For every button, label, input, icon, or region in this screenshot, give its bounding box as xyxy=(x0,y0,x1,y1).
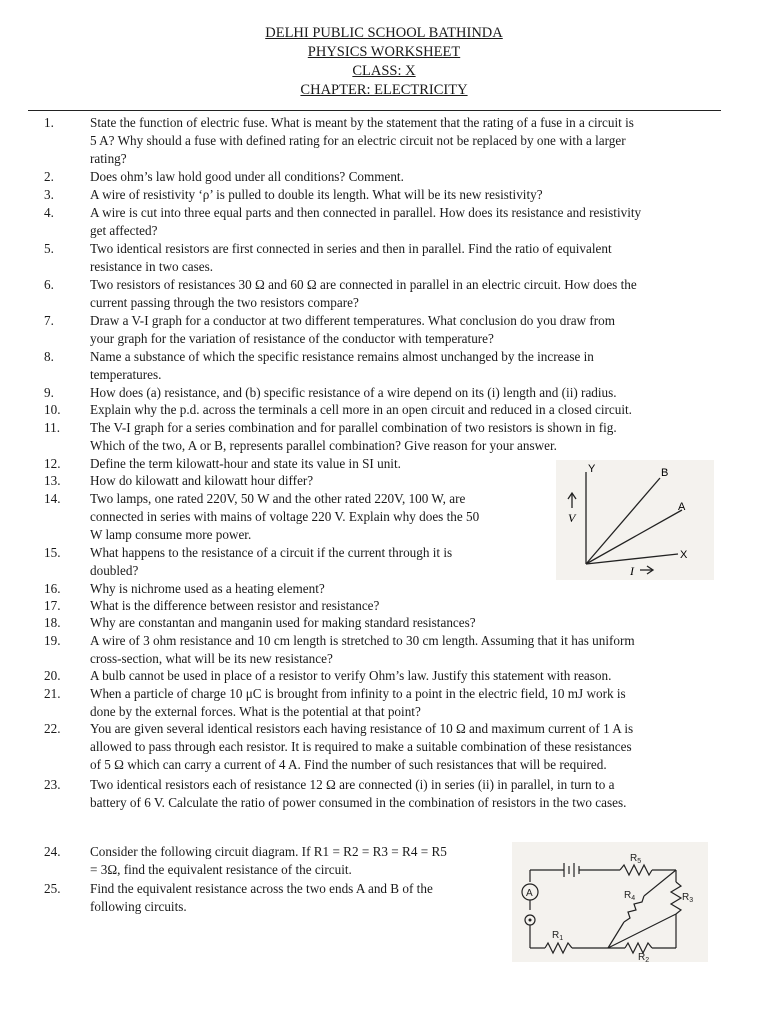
question-line: Draw a V-I graph for a conductor at two different temperatures. What conclusion do you draw from xyxy=(90,313,616,328)
question-line: A wire of 3 ohm resistance and 10 cm length is stretched to 30 cm length. Assuming that it has uniform xyxy=(90,633,635,648)
question-line: temperatures. xyxy=(90,367,162,382)
question-item xyxy=(44,419,724,455)
worksheet-header xyxy=(0,24,768,100)
question-item xyxy=(44,685,724,721)
question-line: The V-I graph for a series combination and for parallel combination of two resistors is shown in fig. xyxy=(90,420,617,435)
question-item xyxy=(44,597,724,615)
question-line: rating? xyxy=(90,151,127,166)
question-number: 10. xyxy=(44,402,61,417)
graph-y-label: Y xyxy=(588,463,596,475)
question-item xyxy=(44,168,724,186)
question-text xyxy=(90,348,730,384)
question-line: = 3Ω, find the equivalent resistance of the circuit. xyxy=(90,862,352,877)
question-number: 8. xyxy=(44,349,54,364)
question-item xyxy=(44,614,724,632)
question-text xyxy=(90,685,730,721)
question-number: 16. xyxy=(44,581,61,596)
question-item xyxy=(44,720,724,774)
class-label: CLASS: X xyxy=(352,63,416,79)
question-number: 6. xyxy=(44,277,54,292)
question-item xyxy=(44,401,724,419)
question-number: 19. xyxy=(44,633,61,648)
graph-i-label: I xyxy=(630,564,634,578)
question-line: get affected? xyxy=(90,223,158,238)
question-text xyxy=(90,580,730,598)
question-item xyxy=(44,240,724,276)
question-text xyxy=(90,114,730,168)
question-text xyxy=(90,419,730,455)
question-line: following circuits. xyxy=(90,899,187,914)
chapter-label: CHAPTER: ELECTRICITY xyxy=(300,82,468,98)
question-number: 23. xyxy=(44,777,61,792)
question-line: Consider the following circuit diagram. If R1 = R2 = R3 = R4 = R5 xyxy=(90,844,447,859)
question-item xyxy=(44,348,724,384)
question-text xyxy=(90,720,730,774)
question-line: Define the term kilowatt-hour and state its value in SI unit. xyxy=(90,456,401,471)
question-number: 13. xyxy=(44,473,61,488)
question-text xyxy=(90,312,730,348)
question-line: State the function of electric fuse. What is meant by the statement that the rating of a fuse in a circuit is xyxy=(90,115,634,130)
question-number: 18. xyxy=(44,615,61,630)
question-line: current passing through the two resistors compare? xyxy=(90,295,359,310)
question-line: How do kilowatt and kilowatt hour differ? xyxy=(90,473,314,488)
graph-b-label: B xyxy=(661,467,669,479)
question-text xyxy=(90,384,730,402)
question-item xyxy=(44,632,724,668)
question-number: 7. xyxy=(44,313,54,328)
circuit-figure xyxy=(512,842,708,962)
question-line: resistance in two cases. xyxy=(90,259,214,274)
question-number: 14. xyxy=(44,491,61,506)
question-number: 3. xyxy=(44,187,54,202)
question-number: 21. xyxy=(44,686,61,701)
question-item xyxy=(44,776,724,812)
question-number: 15. xyxy=(44,545,61,560)
question-item xyxy=(44,186,724,204)
question-text xyxy=(90,186,730,204)
question-text xyxy=(90,667,730,685)
question-number: 12. xyxy=(44,456,61,471)
ammeter-label: A xyxy=(526,888,533,899)
question-line: cross-section, what will be its new resistance? xyxy=(90,651,333,666)
question-item xyxy=(44,580,724,598)
question-line: of 5 Ω which can carry a current of 4 A. Find the number of such resistances that will be required. xyxy=(90,757,607,772)
question-number: 5. xyxy=(44,241,54,256)
worksheet-title: PHYSICS WORKSHEET xyxy=(307,44,461,60)
question-line: 5 A? Why should a fuse with defined rating for an electric circuit not be replaced by one with a larger xyxy=(90,133,626,148)
vi-graph-figure xyxy=(556,460,714,580)
question-line: W lamp consume more power. xyxy=(90,527,252,542)
question-line: Two lamps, one rated 220V, 50 W and the other rated 220V, 100 W, are xyxy=(90,491,466,506)
question-line: What is the difference between resistor and resistance? xyxy=(90,598,380,613)
question-text xyxy=(90,614,730,632)
question-line: You are given several identical resistors each having resistance of 10 Ω and maximum current of 1 A is xyxy=(90,721,634,736)
question-line: Two resistors of resistances 30 Ω and 60 Ω are connected in parallel in an electric circuit. How does the xyxy=(90,277,637,292)
question-line: doubled? xyxy=(90,563,139,578)
question-text xyxy=(90,276,730,312)
question-text xyxy=(90,204,730,240)
question-number: 24. xyxy=(44,844,61,859)
question-number: 2. xyxy=(44,169,54,184)
question-line: Two identical resistors are first connected in series and then in parallel. Find the ratio of equivalent xyxy=(90,241,612,256)
question-text xyxy=(90,240,730,276)
question-number: 11. xyxy=(44,420,60,435)
question-item xyxy=(44,114,724,168)
question-number: 4. xyxy=(44,205,54,220)
question-text xyxy=(90,776,730,812)
question-line: Does ohm’s law hold good under all conditions? Comment. xyxy=(90,169,404,184)
question-number: 22. xyxy=(44,721,61,736)
question-item xyxy=(44,384,724,402)
question-line: Two identical resistors each of resistance 12 Ω are connected (i) in series (ii) in parallel, in turn to a xyxy=(90,777,615,792)
question-line: done by the external forces. What is the potential at that point? xyxy=(90,704,421,719)
question-line: Why are constantan and manganin used for making standard resistances? xyxy=(90,615,476,630)
question-item xyxy=(44,276,724,312)
question-line: your graph for the variation of resistance of the conductor with temperature? xyxy=(90,331,494,346)
r3-label: $R_3$ xyxy=(682,892,694,904)
question-line: Find the equivalent resistance across the two ends A and B of the xyxy=(90,881,433,896)
school-name: DELHI PUBLIC SCHOOL BATHINDA xyxy=(265,25,503,41)
r2-label: $R_2$ xyxy=(638,952,650,962)
graph-a-label: A xyxy=(678,501,686,513)
question-number: 9. xyxy=(44,385,54,400)
question-line: How does (a) resistance, and (b) specific resistance of a wire depend on its (i) length and (ii) radius. xyxy=(90,385,617,400)
question-line: A wire is cut into three equal parts and then connected in parallel. How does its resistance and resistivity xyxy=(90,205,642,220)
question-line: A wire of resistivity ‘ρ’ is pulled to double its length. What will be its new resistivity? xyxy=(90,187,543,202)
question-line: connected in series with mains of voltage 220 V. Explain why does the 50 xyxy=(90,509,480,524)
question-text xyxy=(90,632,730,668)
question-line: battery of 6 V. Calculate the ratio of power consumed in the combination of resistors in the two cases. xyxy=(90,795,627,810)
question-number: 25. xyxy=(44,881,61,896)
graph-x-label: X xyxy=(680,549,688,561)
r1-label: $R_1$ xyxy=(552,930,564,942)
question-item xyxy=(44,312,724,348)
question-line: Which of the two, A or B, represents parallel combination? Give reason for your answer. xyxy=(90,438,557,453)
question-line: Explain why the p.d. across the terminals a cell more in an open circuit and reduced in a closed circuit. xyxy=(90,402,632,417)
question-text xyxy=(90,168,730,186)
question-text xyxy=(90,597,730,615)
question-number: 17. xyxy=(44,598,61,613)
r4-label: $R_4$ xyxy=(624,890,636,902)
question-line: allowed to pass through each resistor. It is required to make a suitable combination of these resistances xyxy=(90,739,632,754)
question-number: 1. xyxy=(44,115,54,130)
r5-label: $R_5$ xyxy=(630,853,642,865)
question-line: Name a substance of which the specific resistance remains almost unchanged by the increase in xyxy=(90,349,594,364)
graph-v-label: V xyxy=(568,511,576,525)
question-number: 20. xyxy=(44,668,61,683)
question-line: What happens to the resistance of a circuit if the current through it is xyxy=(90,545,453,560)
question-line: A bulb cannot be used in place of a resistor to verify Ohm’s law. Justify this statement with reason. xyxy=(90,668,612,683)
question-text xyxy=(90,401,730,419)
question-line: Why is nichrome used as a heating element? xyxy=(90,581,325,596)
question-item xyxy=(44,204,724,240)
header-divider xyxy=(28,110,721,111)
question-line: When a particle of charge 10 μC is brought from infinity to a point in the electric field, 10 mJ work is xyxy=(90,686,626,701)
question-item xyxy=(44,667,724,685)
